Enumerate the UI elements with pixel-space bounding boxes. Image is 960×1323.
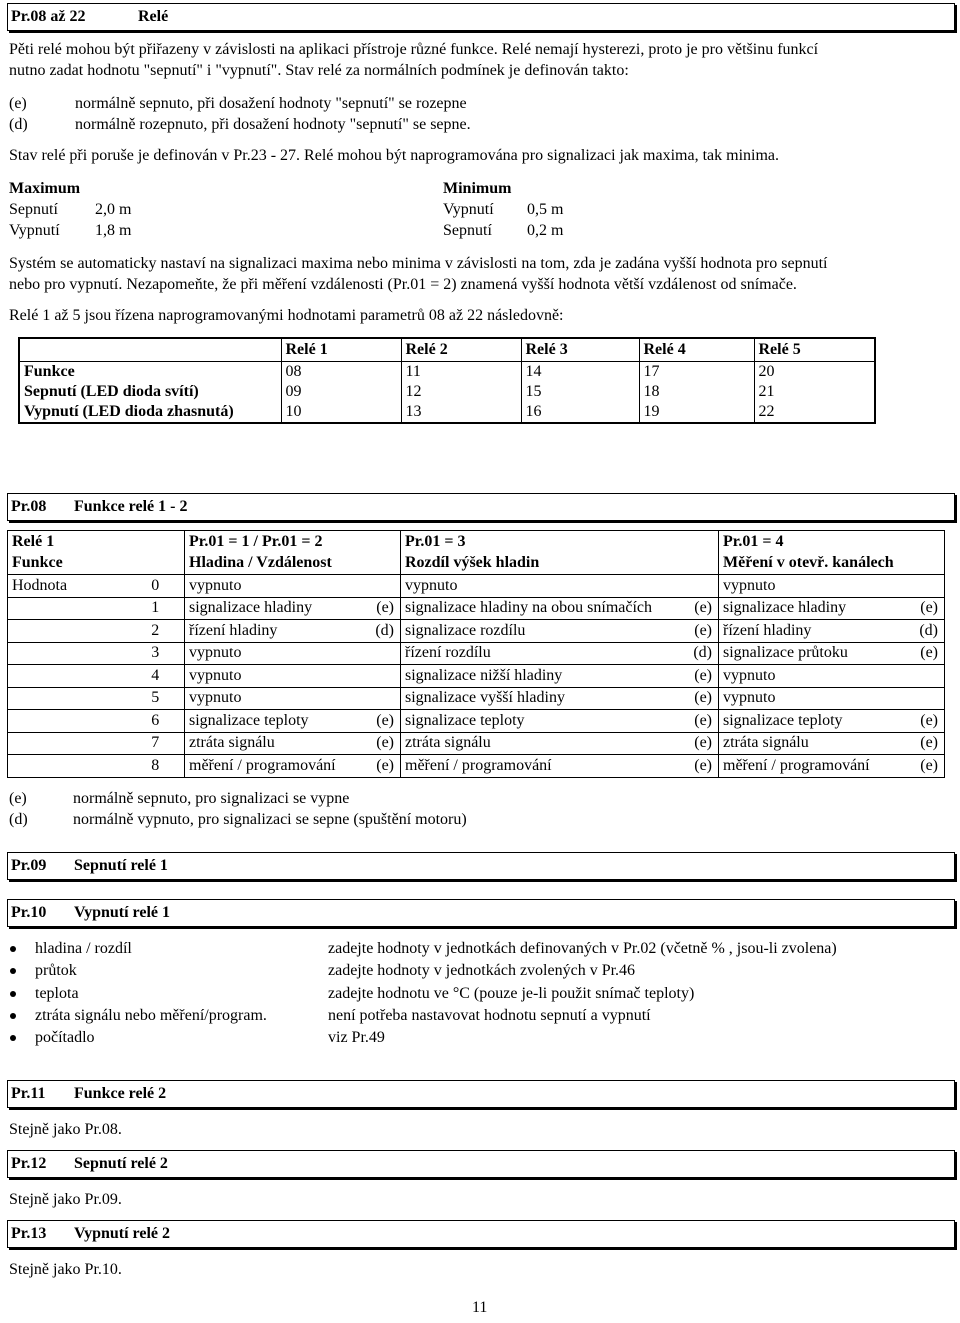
cell-col1 — [185, 687, 401, 710]
cell-col1 — [185, 620, 401, 643]
cell-col1 — [185, 710, 401, 733]
bullet-icon — [10, 1013, 16, 1019]
table-row — [8, 597, 945, 620]
cell-text: vypnuto — [723, 689, 776, 707]
empty-cell — [8, 732, 123, 755]
empty-cell — [8, 642, 123, 665]
header-spacer — [123, 552, 185, 575]
section-title: Relé — [138, 8, 169, 25]
legend-e-text: normálně sepnuto, při dosažení hodnoty "sepnutí" se rozepne — [75, 95, 467, 112]
bullet-icon — [10, 1035, 16, 1041]
bullet-key: průtok — [35, 962, 77, 979]
cell-col3 — [719, 732, 945, 755]
legend-e-key: (e) — [9, 95, 27, 112]
header-function: Funkce — [8, 552, 123, 575]
cell-state: (e) — [376, 599, 394, 617]
cell-text: signalizace teploty — [405, 711, 525, 729]
table-row — [19, 382, 875, 402]
max-off-value: 1,8 m — [95, 222, 132, 239]
section-header-pr13 — [7, 1220, 955, 1248]
section-code: Pr.12 — [11, 1155, 47, 1172]
table-header-row — [8, 531, 945, 553]
cell-text: řízení hladiny — [723, 621, 812, 639]
table-cell: 22 — [754, 402, 875, 423]
table-header-empty — [19, 338, 281, 362]
empty-cell — [8, 710, 123, 733]
header-col3: Pr.01 = 4 — [719, 531, 945, 553]
table-header-cell: Relé 1 — [281, 338, 401, 362]
table-row — [8, 755, 945, 778]
cell-text: vypnuto — [723, 666, 776, 684]
maximum-title: Maximum — [9, 180, 81, 197]
table-row — [19, 402, 875, 423]
cell-col1 — [185, 665, 401, 688]
empty-cell — [8, 755, 123, 778]
cell-text: signalizace hladiny — [723, 599, 847, 617]
section-title: Vypnutí relé 1 — [74, 904, 171, 921]
empty-cell — [8, 620, 123, 643]
cell-state: (e) — [694, 756, 712, 774]
table-header-row — [19, 338, 875, 362]
fault-text: Stav relé při poruše je definován v Pr.23 - 27. Relé mohou být naprogramována pro signalizaci jak maxima, tak minima. — [9, 147, 780, 164]
cell-text: vypnuto — [189, 644, 242, 662]
relay-function-table — [7, 530, 945, 778]
empty-cell — [8, 687, 123, 710]
cell-state: (e) — [694, 666, 712, 684]
cell-text: signalizace rozdílu — [405, 621, 526, 639]
note-d-text: normálně vypnuto, pro signalizaci se sepne (spuštění motoru) — [73, 811, 467, 828]
section-header-pr08 — [7, 493, 955, 521]
cell-text: měření / programování — [189, 756, 336, 774]
value-number: 1 — [123, 597, 185, 620]
cell-text: ztráta signálu — [189, 734, 275, 752]
cell-state: (e) — [920, 599, 938, 617]
table-cell: 18 — [639, 382, 754, 402]
note-e-key: (e) — [9, 790, 27, 807]
cell-col2 — [401, 755, 719, 778]
table-row — [8, 665, 945, 688]
table-cell: 11 — [401, 362, 521, 383]
bullet-key: teplota — [35, 985, 79, 1002]
table-cell: 21 — [754, 382, 875, 402]
note-d-key: (d) — [9, 811, 28, 828]
cell-text: signalizace nižší hladiny — [405, 666, 563, 684]
table-row — [8, 642, 945, 665]
cell-col3 — [719, 755, 945, 778]
cell-text: vypnuto — [189, 576, 242, 594]
cell-text: signalizace vyšší hladiny — [405, 689, 565, 707]
cell-state: (e) — [694, 734, 712, 752]
max-off-label: Vypnutí — [9, 222, 60, 239]
section-code: Pr.08 až 22 — [11, 8, 86, 25]
bullet-value: zadejte hodnoty v jednotkách definovaných v Pr.02 (včetně % , jsou-li zvolena) — [328, 940, 837, 957]
relay-parameter-table — [18, 337, 876, 424]
table-row — [8, 687, 945, 710]
cell-state: (d) — [375, 621, 394, 639]
cell-col3 — [719, 620, 945, 643]
cell-col3 — [719, 710, 945, 733]
table-header-cell: Relé 4 — [639, 338, 754, 362]
cell-col2 — [401, 597, 719, 620]
bullet-key: hladina / rozdíl — [35, 940, 132, 957]
cell-col1 — [185, 575, 401, 598]
header-col1: Pr.01 = 1 / Pr.01 = 2 — [185, 531, 401, 553]
cell-col3 — [719, 642, 945, 665]
legend-d-text: normálně rozepnuto, při dosažení hodnoty "sepnutí" se sepne. — [75, 116, 471, 133]
table-row — [8, 710, 945, 733]
empty-cell — [8, 665, 123, 688]
bullet-icon — [10, 968, 16, 974]
section-title: Funkce relé 2 — [74, 1085, 167, 1102]
cell-col2 — [401, 665, 719, 688]
section-code: Pr.09 — [11, 857, 47, 874]
cell-state: (e) — [694, 689, 712, 707]
table-cell: 10 — [281, 402, 401, 423]
pr13-text: Stejně jako Pr.10. — [9, 1261, 122, 1278]
cell-col1 — [185, 597, 401, 620]
cell-state: (e) — [694, 599, 712, 617]
bullet-key: ztráta signálu nebo měření/program. — [35, 1007, 267, 1024]
cell-state: (d) — [919, 621, 938, 639]
max-on-label: Sepnutí — [9, 201, 58, 218]
intro-line-1: Pěti relé mohou být přiřazeny v závislosti na aplikaci přístroje různé funkce. Relé nemají hysterezi, proto je pro většinu funkcí — [9, 41, 819, 58]
cell-col1 — [185, 642, 401, 665]
section-title: Funkce relé 1 - 2 — [74, 498, 188, 515]
cell-col3 — [719, 575, 945, 598]
section-header-pr11 — [7, 1080, 955, 1108]
cell-text: vypnuto — [189, 666, 242, 684]
section-title: Sepnutí relé 2 — [74, 1155, 168, 1172]
section-code: Pr.11 — [11, 1085, 46, 1102]
table-row — [19, 362, 875, 383]
cell-text: ztráta signálu — [723, 734, 809, 752]
cell-col2 — [401, 732, 719, 755]
value-number: 4 — [123, 665, 185, 688]
row-label: Funkce — [24, 363, 75, 380]
header-col3-sub: Měření v otevř. kanálech — [719, 552, 945, 575]
cell-text: vypnuto — [189, 689, 242, 707]
value-number: 2 — [123, 620, 185, 643]
table-cell: 19 — [639, 402, 754, 423]
table-cell: 12 — [401, 382, 521, 402]
cell-text: vypnuto — [405, 576, 458, 594]
min-on-value: 0,2 m — [527, 222, 564, 239]
bullet-value: zadejte hodnotu ve °C (pouze je-li použit snímač teploty) — [328, 985, 695, 1002]
cell-state: (e) — [376, 756, 394, 774]
min-on-label: Sepnutí — [443, 222, 492, 239]
table-header-cell: Relé 2 — [401, 338, 521, 362]
cell-text: signalizace hladiny — [189, 599, 313, 617]
section-header-pr12 — [7, 1150, 955, 1178]
table-cell: 20 — [754, 362, 875, 383]
table-row — [8, 575, 945, 598]
empty-cell — [8, 597, 123, 620]
pr12-text: Stejně jako Pr.09. — [9, 1191, 122, 1208]
table-cell: 16 — [521, 402, 639, 423]
value-number: 5 — [123, 687, 185, 710]
cell-col1 — [185, 755, 401, 778]
cell-col1 — [185, 732, 401, 755]
header-relay: Relé 1 — [12, 532, 55, 550]
bullet-value: zadejte hodnoty v jednotkách zvolených v Pr.46 — [328, 962, 636, 979]
cell-col3 — [719, 665, 945, 688]
table-header-row — [8, 552, 945, 575]
cell-state: (e) — [920, 711, 938, 729]
bullet-icon — [10, 946, 16, 952]
cell-text: vypnuto — [723, 576, 776, 594]
header-col2-sub: Rozdíl výšek hladin — [401, 552, 719, 575]
cell-state: (e) — [376, 711, 394, 729]
cell-col2 — [401, 642, 719, 665]
cell-state: (e) — [920, 756, 938, 774]
cell-state: (e) — [694, 621, 712, 639]
intro-line-2: nutno zadat hodnotu "sepnutí" i "vypnutí". Stav relé za normálních podmínek je definován takto: — [9, 62, 629, 79]
table-cell: 17 — [639, 362, 754, 383]
table-row — [8, 732, 945, 755]
bullet-icon — [10, 991, 16, 997]
cell-state: (e) — [920, 734, 938, 752]
section-header-relays — [7, 3, 955, 31]
header-spacer — [123, 531, 185, 553]
table-cell: 09 — [281, 382, 401, 402]
table-cell: 14 — [521, 362, 639, 383]
section-code: Pr.10 — [11, 904, 47, 921]
cell-col2 — [401, 575, 719, 598]
note-e-text: normálně sepnuto, pro signalizaci se vypne — [73, 790, 350, 807]
bullet-key: počítadlo — [35, 1029, 95, 1046]
table-cell: 08 — [281, 362, 401, 383]
page-number: 11 — [472, 1299, 488, 1316]
cell-text: řízení hladiny — [189, 621, 278, 639]
section-code: Pr.13 — [11, 1225, 47, 1242]
value-number: 6 — [123, 710, 185, 733]
table-header-cell: Relé 3 — [521, 338, 639, 362]
cell-text: měření / programování — [405, 756, 552, 774]
cell-col2 — [401, 687, 719, 710]
cell-state: (e) — [920, 644, 938, 662]
value-number: 8 — [123, 755, 185, 778]
value-label: Hodnota — [8, 575, 123, 598]
cell-col3 — [719, 597, 945, 620]
section-title: Sepnutí relé 1 — [74, 857, 168, 874]
cell-text: signalizace teploty — [189, 711, 309, 729]
cell-state: (e) — [376, 734, 394, 752]
minimum-title: Minimum — [443, 180, 512, 197]
legend-d-key: (d) — [9, 116, 28, 133]
relay-intro: Relé 1 až 5 jsou řízena naprogramovanými hodnotami parametrů 08 až 22 následovně: — [9, 307, 564, 324]
cell-col2 — [401, 620, 719, 643]
value-number: 3 — [123, 642, 185, 665]
value-number: 0 — [123, 575, 185, 598]
cell-col3 — [719, 687, 945, 710]
bullet-value: není potřeba nastavovat hodnotu sepnutí a vypnutí — [328, 1007, 651, 1024]
section-title: Vypnutí relé 2 — [74, 1225, 171, 1242]
bullet-value: viz Pr.49 — [328, 1029, 385, 1046]
cell-state: (d) — [693, 644, 712, 662]
header-col2: Pr.01 = 3 — [401, 531, 719, 553]
section-header-pr09 — [7, 852, 955, 880]
cell-state: (e) — [694, 711, 712, 729]
section-header-pr10 — [7, 899, 955, 927]
min-off-label: Vypnutí — [443, 201, 494, 218]
row-label: Vypnutí (LED dioda zhasnutá) — [24, 403, 234, 420]
table-row — [8, 620, 945, 643]
system-line-1: Systém se automaticky nastaví na signalizaci maxima nebo minima v závislosti na tom, zda je zadána vyšší hodnota pro sepnutí — [9, 255, 828, 272]
section-code: Pr.08 — [11, 498, 47, 515]
cell-text: signalizace průtoku — [723, 644, 848, 662]
min-off-value: 0,5 m — [527, 201, 564, 218]
table-cell: 13 — [401, 402, 521, 423]
table-cell: 15 — [521, 382, 639, 402]
value-number: 7 — [123, 732, 185, 755]
table-header-cell: Relé 5 — [754, 338, 875, 362]
cell-text: signalizace teploty — [723, 711, 843, 729]
max-on-value: 2,0 m — [95, 201, 132, 218]
row-label: Sepnutí (LED dioda svítí) — [24, 383, 199, 400]
cell-col2 — [401, 710, 719, 733]
system-line-2: nebo pro vypnutí. Nezapomeňte, že při měření vzdálenosti (Pr.01 = 2) znamená vyšší hodnota větší vzdálenost od snímače. — [9, 276, 797, 293]
pr11-text: Stejně jako Pr.08. — [9, 1121, 122, 1138]
header-col1-sub: Hladina / Vzdálenost — [185, 552, 401, 575]
cell-text: řízení rozdílu — [405, 644, 491, 662]
cell-text: ztráta signálu — [405, 734, 491, 752]
cell-text: měření / programování — [723, 756, 870, 774]
cell-text: signalizace hladiny na obou snímačích — [405, 599, 653, 617]
